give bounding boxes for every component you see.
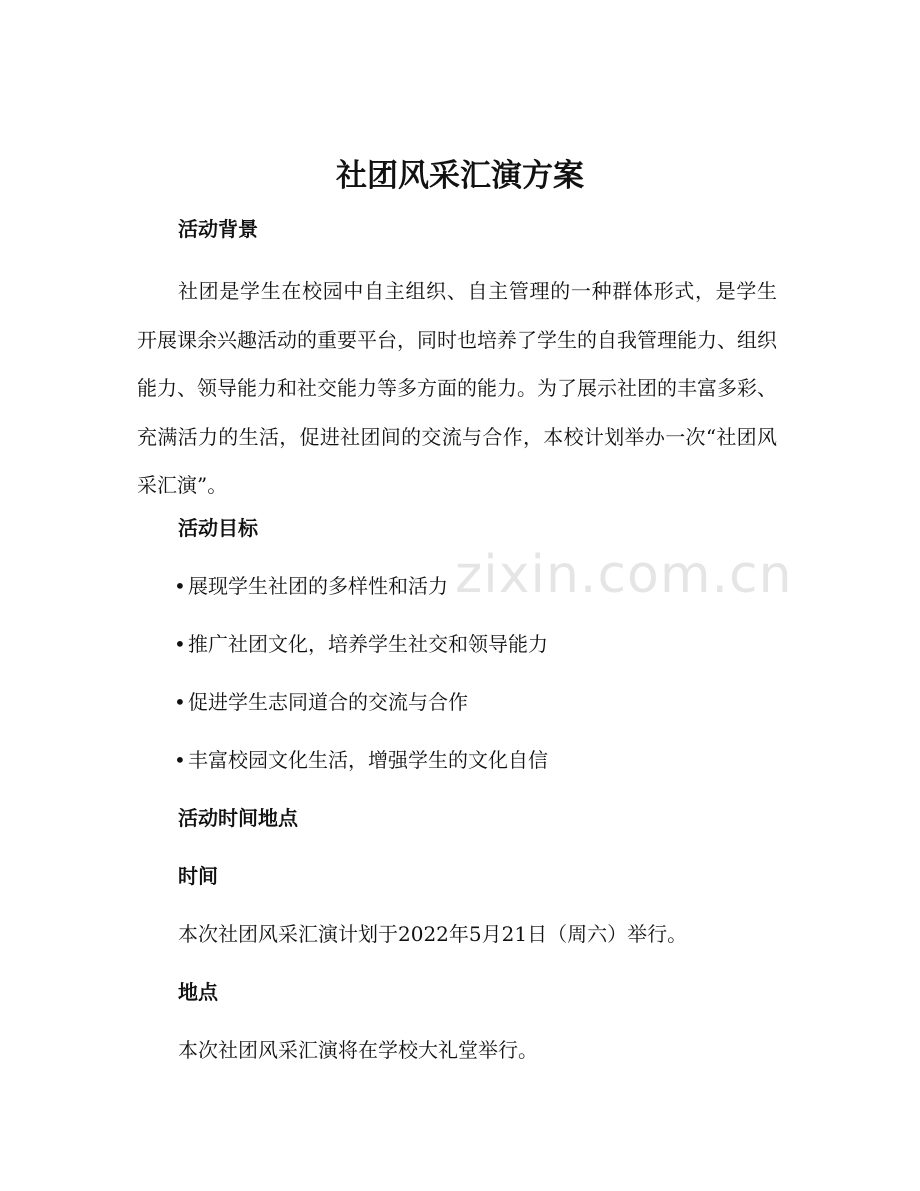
heading-time: 时间 <box>178 864 218 888</box>
background-paragraph: 社团是学生在校园中自主组织、自主管理的一种群体形式，是学生开展课余兴趣活动的重要平台，同时也培养了学生的自我管理能力、组织能力、领导能力和社交能力等多方面的能力。为了展示社团的丰富多彩、充满活力的生活，促进社团间的交流与合作，本校计划举办一次“社团风采汇演”。 <box>137 279 777 497</box>
watermark: zixin.com.cn <box>455 545 793 605</box>
goal-item-text: 展现学生社团的多样性和活力 <box>188 574 448 598</box>
time-text: 本次社团风采汇演计划于2022年5月21日（周六）举行。 <box>178 922 688 946</box>
heading-place: 地点 <box>178 980 218 1004</box>
bullet-icon: • <box>174 574 186 598</box>
goal-item <box>174 571 448 601</box>
goal-item <box>174 687 468 717</box>
goal-item-text: 推广社团文化，培养学生社交和领导能力 <box>188 632 548 656</box>
goal-item <box>174 745 548 775</box>
goal-item-text: 促进学生志同道合的交流与合作 <box>188 690 468 714</box>
heading-goals: 活动目标 <box>178 516 258 540</box>
heading-time-place: 活动时间地点 <box>178 806 298 830</box>
document-title: 社团风采汇演方案 <box>336 158 584 194</box>
heading-background: 活动背景 <box>178 217 258 241</box>
place-text: 本次社团风采汇演将在学校大礼堂举行。 <box>178 1038 538 1062</box>
goal-item-text: 丰富校园文化生活，增强学生的文化自信 <box>188 748 548 772</box>
bullet-icon: • <box>174 748 186 772</box>
bullet-icon: • <box>174 632 186 656</box>
goal-item <box>174 629 548 659</box>
bullet-icon: • <box>174 690 186 714</box>
